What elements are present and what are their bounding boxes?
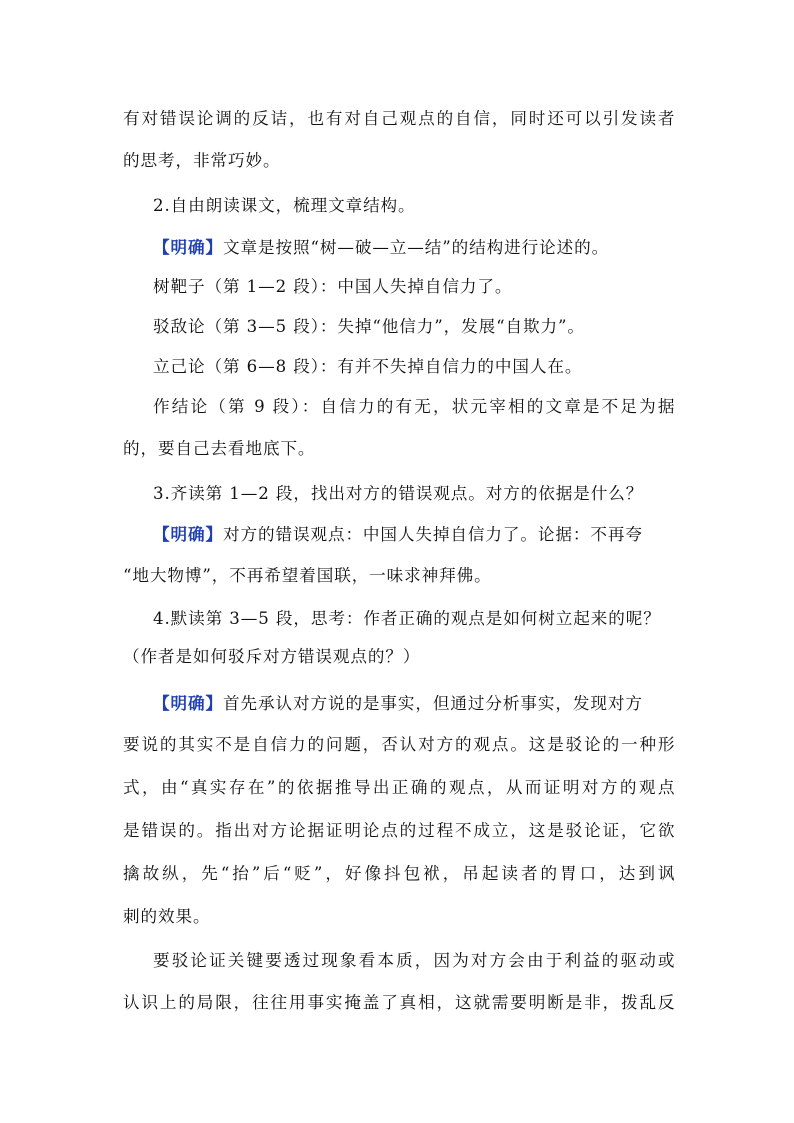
answer-label: 【明确】 bbox=[153, 693, 223, 713]
text-line: 要说的其实不是自信力的问题，否认对方的观点。这是驳论的一种形 bbox=[123, 735, 675, 754]
question-heading: 2.自由朗读课文，梳理文章结构。 bbox=[153, 196, 416, 215]
answer-line bbox=[153, 522, 643, 547]
text-line: 认识上的局限，往往用事实掩盖了真相，这就需要明断是非，拨乱反 bbox=[123, 993, 675, 1012]
text-line: 的，要自己去看地底下。 bbox=[123, 439, 316, 458]
question-heading: 3.齐读第 1—2 段，找出对方的错误观点。对方的依据是什么？ bbox=[153, 484, 644, 503]
answer-text: 首先承认对方说的是事实，但通过分析事实，发现对方 bbox=[222, 694, 643, 713]
structure-item: 作结论（第 9 段）：自信力的有无，状元宰相的文章是不足为据 bbox=[153, 397, 675, 416]
text-line: 有对错误论调的反诘，也有对自己观点的自信，同时还可以引发读者 bbox=[123, 109, 675, 128]
structure-item: 驳敌论（第 3—5 段）：失掉“他信力”，发展“自欺力”。 bbox=[153, 317, 585, 336]
text-line: 刺的效果。 bbox=[123, 907, 211, 926]
text-line: （作者是如何驳斥对方错误观点的？） bbox=[123, 647, 421, 666]
text-line: 是错误的。指出对方论据证明论点的过程不成立，这是驳论证，它欲 bbox=[123, 821, 675, 840]
answer-line bbox=[153, 235, 609, 260]
answer-text: 文章是按照“树—破—立—结”的结构进行论述的。 bbox=[222, 238, 610, 257]
question-heading: 4.默读第 3—5 段，思考：作者正确的观点是如何树立起来的呢？ bbox=[153, 609, 661, 628]
answer-label: 【明确】 bbox=[153, 524, 223, 544]
text-line: 式，由“真实存在”的依据推导出正确的观点，从而证明对方的观点 bbox=[123, 778, 675, 797]
answer-line bbox=[153, 691, 643, 716]
answer-text: 对方的错误观点：中国人失掉自信力了。论据：不再夸 bbox=[222, 525, 643, 544]
text-line: 的思考，非常巧妙。 bbox=[123, 151, 281, 170]
paragraph-line: 要驳论证关键要透过现象看本质，因为对方会由于利益的驱动或 bbox=[153, 951, 675, 970]
structure-item: 树靶子（第 1—2 段）：中国人失掉自信力了。 bbox=[153, 277, 513, 296]
structure-item: 立己论（第 6—8 段）：有并不失掉自信力的中国人在。 bbox=[153, 357, 583, 376]
answer-label: 【明确】 bbox=[153, 237, 223, 257]
text-line: 擒故纵，先“抬”后“贬”，好像抖包袱，吊起读者的胃口，达到讽 bbox=[123, 864, 675, 883]
text-line: “地大物博”，不再希望着国联，一味求神拜佛。 bbox=[123, 566, 492, 585]
